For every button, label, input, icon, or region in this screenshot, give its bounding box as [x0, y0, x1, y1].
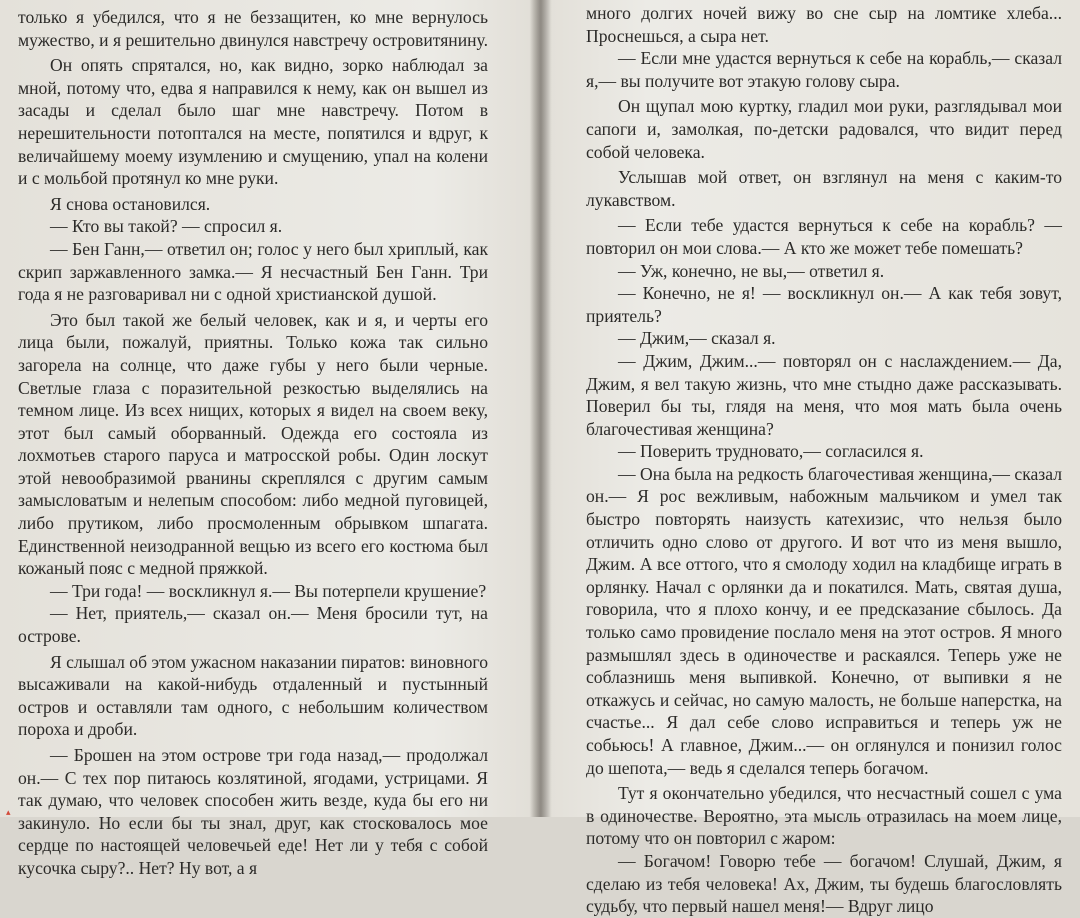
paragraph: Он опять спрятался, но, как видно, зорко наблюдал за мной, потому что, едва я направился к нему, как он вышел из засады и сделал было шаг мне навстречу. Потом в нерешительности потоптался на месте, попятился и вдруг, к величайшему моему изумлению и смущению, упал на колени и с мольбой протянул ко мне руки. — [18, 55, 488, 189]
paragraph: — Кто вы такой? — спросил я. — [50, 216, 283, 237]
paragraph: — Нет, приятель,— сказал он.— Меня бросили тут, на острове. — [18, 603, 488, 647]
paragraph: Я снова остановился. — [50, 193, 211, 214]
right-page-text — [586, 2, 1062, 918]
paragraph: Я слышал об этом ужасном наказании пиратов: виновного высаживали на какой-нибудь отдаленный и пустынный остров и оставляли там одного, с небольшим количеством пороха и дроби. — [18, 651, 488, 740]
paragraph: — Брошен на этом острове три года назад,— продолжал он.— С тех пор питаюсь козлятиной, ягодами, устрицами. Я так думаю, что человек способен жить везде, куда бы его ни закинуло. Но если бы ты знал, друг, как стосковалось мое сердце по настоящей человечьей еде! Нет ли у тебя с собой кусочка сыру?.. Нет? Ну вот, а я — [18, 745, 488, 878]
paragraph: — Джим,— сказал я. — [618, 328, 776, 349]
right-page — [540, 0, 1080, 917]
left-page-text — [18, 6, 488, 880]
paragraph: Услышав мой ответ, он взглянул на меня с каким-то лукавством. — [586, 167, 1062, 210]
paragraph: Это был такой же белый человек, как и я, и черты его лица были, пожалуй, приятны. Только кожа так сильно загорела на солнце, что даже губы у него были черные. Светлые глаза с поразительной резкостью выделялись на темном лице. Из всех нищих, которых я видел на своем веку, этот был самый оборванный. Одежда его состояла из лохмотьев старого паруса и матросской робы. Один лоскут этой невообразимой рванины скреплялся с другим самым замысловатым и нелепым способом: либо медной пуговицей, либо прутиком, либо просмоленным обрывком шпагата. Единственной неизодранной вещью из всего его костюма был кожаный пояс с медной пряжкой. — [18, 309, 488, 579]
paragraph: — Поверить трудновато,— согласился я. — [618, 441, 924, 462]
paragraph: — Уж, конечно, не вы,— ответил я. — [618, 260, 885, 281]
paragraph: только я убедился, что я не беззащитен, ко мне вернулось мужество, и я решительно двинулся навстречу островитянину. — [18, 7, 488, 50]
paragraph: — Бен Ганн,— ответил он; голос у него был хриплый, как скрип заржавленного замка.— Я несчастный Бен Ганн. Три года я не разговаривал ни с одной христианской душой. — [18, 238, 488, 305]
paragraph: — Если тебе удастся вернуться к себе на корабль? — повторил он мои слова.— А кто же может тебе помешать? — [586, 215, 1062, 258]
paragraph: — Если мне удастся вернуться к себе на корабль,— сказал я,— вы получите вот этакую голову сыра. — [586, 48, 1062, 91]
paragraph: много долгих ночей вижу во сне сыр на ломтике хлеба... Проснешься, а сыра нет. — [586, 3, 1062, 46]
paragraph: — Джим, Джим...— повторял он с наслаждением.— Да, Джим, я вел такую жизнь, что мне стыдно даже рассказывать. Поверил бы ты, глядя на меня, что моя мать была очень благочестивая женщина? — [586, 350, 1062, 439]
paragraph: Он щупал мою куртку, гладил мои руки, разглядывал мои сапоги и, замолкая, по-детски радовался, что видит перед собой человека. — [586, 96, 1062, 162]
paragraph: — Три года! — воскликнул я.— Вы потерпели крушение? — [50, 580, 487, 601]
paragraph: — Богачом! Говорю тебе — богачом! Слушай, Джим, я сделаю из тебя человека! Ах, Джим, ты будешь благословлять судьбу, что первый нашел меня!— Вдруг лицо — [586, 850, 1062, 917]
paragraph: — Она была на редкость благочестивая женщина,— сказал он.— Я рос вежливым, набожным мальчиком и умел так быстро повторять наизусть катехизис, что нельзя было отличить одно слово от другого. И вот что из меня вышло, Джим. А все оттого, что я смолоду ходил на кладбище играть в орлянку. Начал с орлянки да и покатился. Мать, святая душа, говорила, что я плохо кончу, и ее предсказание сбылось. Да только само провидение послало меня на этот остров. Я много размышлял здесь в одиночестве и раскаялся. Теперь уже не соблазнишь меня выпивкой. Конечно, от выпивки я не откажусь и сейчас, но самую малость, не больше наперстка, на счастье... Я дал себе слово исправиться и теперь уж не собьюсь! А главное, Джим...— он оглянулся и понизил голос до шепота,— ведь я сделался теперь богачом. — [586, 463, 1062, 778]
paragraph: — Конечно, не я! — воскликнул он.— А как тебя зовут, приятель? — [586, 283, 1062, 326]
corner-mark-icon: ▴ — [6, 807, 11, 817]
left-page — [0, 0, 540, 878]
paragraph: Тут я окончательно убедился, что несчастный сошел с ума в одиночестве. Вероятно, эта мысль отразилась на моем лице, потому что он повторил с жаром: — [586, 783, 1062, 849]
